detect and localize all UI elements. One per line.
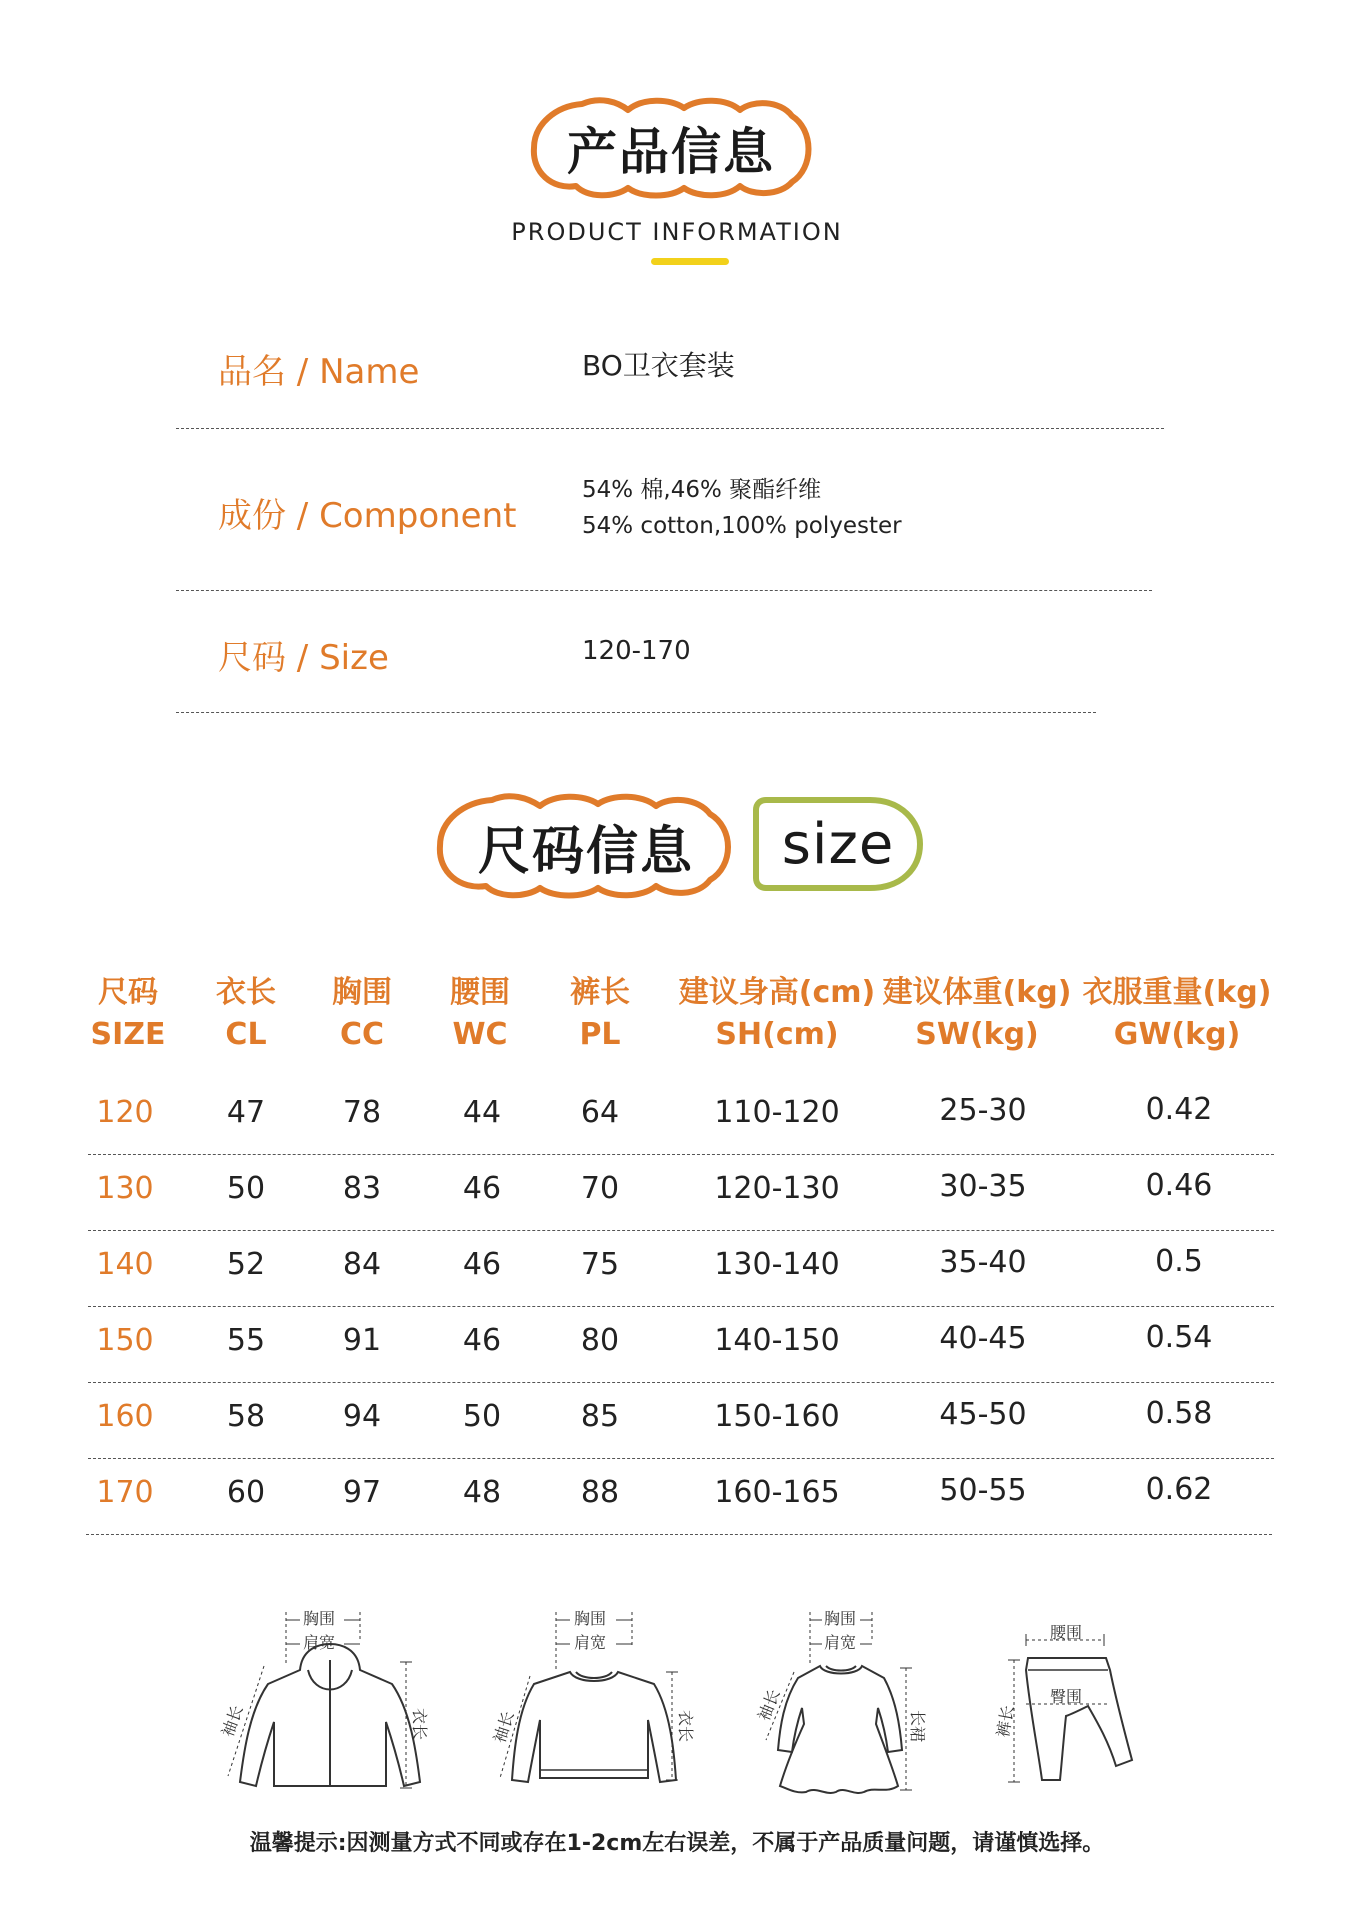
table-cell-size: 120 (96, 1095, 154, 1130)
size-value: 120-170 (582, 636, 691, 666)
header-cc: 胸围 CC (332, 975, 392, 1052)
hoodie-sleeve-label: 袖长 (217, 1702, 247, 1740)
divider (176, 712, 1096, 713)
table-cell: 91 (342, 1323, 382, 1358)
sweater-length-label: 衣长 (676, 1710, 695, 1743)
table-cell: 94 (342, 1399, 382, 1434)
table-cell: 70 (580, 1171, 620, 1206)
table-cell: 30-35 (939, 1169, 1027, 1204)
row-divider (88, 1230, 1274, 1231)
table-cell: 160-165 (714, 1475, 840, 1510)
table-cell: 0.5 (1155, 1244, 1203, 1279)
table-cell: 140-150 (714, 1323, 840, 1358)
row-divider (88, 1306, 1274, 1307)
hoodie-length-label: 衣长 (410, 1708, 429, 1741)
table-cell: 120-130 (714, 1171, 840, 1206)
header-sh: 建议身高(cm) SH(cm) (678, 975, 876, 1052)
table-cell: 83 (342, 1171, 382, 1206)
table-cell: 0.58 (1145, 1396, 1213, 1431)
sweater-illustration (489, 1600, 695, 1800)
header-gw: 衣服重量(kg) GW(kg) (1082, 975, 1272, 1052)
product-info-title: 产品信息 (567, 123, 775, 181)
subtitle-underline (651, 258, 729, 265)
table-cell: 40-45 (939, 1321, 1027, 1356)
table-cell: 52 (226, 1247, 266, 1282)
hoodie-chest-label: 胸围 (303, 1609, 336, 1628)
table-cell: 0.62 (1145, 1472, 1213, 1507)
pants-length-label: 裤长 (993, 1703, 1018, 1739)
component-value-cn: 54% 棉,46% 聚酯纤维 (582, 477, 822, 503)
table-cell: 97 (342, 1475, 382, 1510)
component-value-en: 54% cotton,100% polyester (582, 513, 902, 539)
table-cell-size: 140 (96, 1247, 154, 1282)
table-cell-size: 160 (96, 1399, 154, 1434)
hoodie-illustration (210, 1600, 430, 1800)
table-cell: 47 (226, 1095, 266, 1130)
table-cell: 84 (342, 1247, 382, 1282)
size-label: 尺码 / Size (218, 638, 389, 678)
sweater-chest-label: 胸围 (574, 1609, 607, 1628)
table-cell: 0.54 (1145, 1320, 1213, 1355)
table-cell: 48 (462, 1475, 502, 1510)
pants-illustration (992, 1610, 1142, 1800)
table-cell: 58 (226, 1399, 266, 1434)
header-sw: 建议体重(kg) SW(kg) (882, 975, 1072, 1052)
table-cell: 55 (226, 1323, 266, 1358)
table-cell: 44 (462, 1095, 502, 1130)
table-cell-size: 170 (96, 1475, 154, 1510)
size-en-title: size (781, 811, 895, 877)
table-cell: 60 (226, 1475, 266, 1510)
divider (176, 428, 1164, 429)
table-cell: 75 (580, 1247, 620, 1282)
table-cell: 46 (462, 1171, 502, 1206)
table-cell: 88 (580, 1475, 620, 1510)
dress-length-label: 长裙 (908, 1710, 927, 1743)
table-cell: 0.42 (1145, 1092, 1213, 1127)
name-label: 品名 / Name (218, 352, 420, 392)
divider (176, 590, 1152, 591)
table-cell: 110-120 (714, 1095, 840, 1130)
measurement-tip: 温馨提示:因测量方式不同或存在1-2cm左右误差，不属于产品质量问题，请谨慎选择。 (249, 1831, 1105, 1856)
table-cell: 46 (462, 1323, 502, 1358)
table-cell-size: 150 (96, 1323, 154, 1358)
row-divider (88, 1382, 1274, 1383)
table-cell: 50 (226, 1171, 266, 1206)
table-cell: 50 (462, 1399, 502, 1434)
product-info-badge (530, 96, 812, 200)
table-cell: 64 (580, 1095, 620, 1130)
dress-chest-label: 胸围 (824, 1609, 857, 1628)
table-cell: 150-160 (714, 1399, 840, 1434)
dress-illustration (754, 1600, 927, 1800)
pants-hip-label: 臀围 (1050, 1687, 1083, 1706)
sweater-shoulder-label: 肩宽 (574, 1633, 607, 1652)
header-cl: 衣长 CL (216, 975, 276, 1052)
header-size: 尺码 SIZE (90, 975, 166, 1052)
dress-sleeve-label: 袖长 (754, 1686, 784, 1724)
dress-shoulder-label: 肩宽 (824, 1633, 857, 1652)
table-cell: 45-50 (939, 1397, 1027, 1432)
table-cell-size: 130 (96, 1171, 154, 1206)
name-value: BO卫衣套装 (582, 349, 735, 382)
pants-waist-label: 腰围 (1050, 1623, 1083, 1642)
table-cell: 0.46 (1145, 1168, 1213, 1203)
header-wc: 腰围 WC (450, 975, 510, 1052)
row-divider (86, 1534, 1272, 1535)
size-info-title: 尺码信息 (477, 821, 694, 882)
sweater-sleeve-label: 袖长 (489, 1708, 518, 1746)
table-cell: 130-140 (714, 1247, 840, 1282)
table-cell: 85 (580, 1399, 620, 1434)
row-divider (88, 1154, 1274, 1155)
table-cell: 50-55 (939, 1473, 1027, 1508)
table-cell: 25-30 (939, 1093, 1027, 1128)
row-divider (88, 1458, 1274, 1459)
table-cell: 80 (580, 1323, 620, 1358)
table-cell: 35-40 (939, 1245, 1027, 1280)
table-cell: 46 (462, 1247, 502, 1282)
component-label: 成份 / Component (218, 496, 517, 536)
hoodie-shoulder-label: 肩宽 (303, 1633, 336, 1652)
header-pl: 裤长 PL (570, 975, 630, 1052)
table-cell: 78 (342, 1095, 382, 1130)
size-info-badge (436, 792, 736, 900)
size-en-badge (752, 794, 924, 894)
product-info-subtitle: PRODUCT INFORMATION (511, 218, 843, 246)
